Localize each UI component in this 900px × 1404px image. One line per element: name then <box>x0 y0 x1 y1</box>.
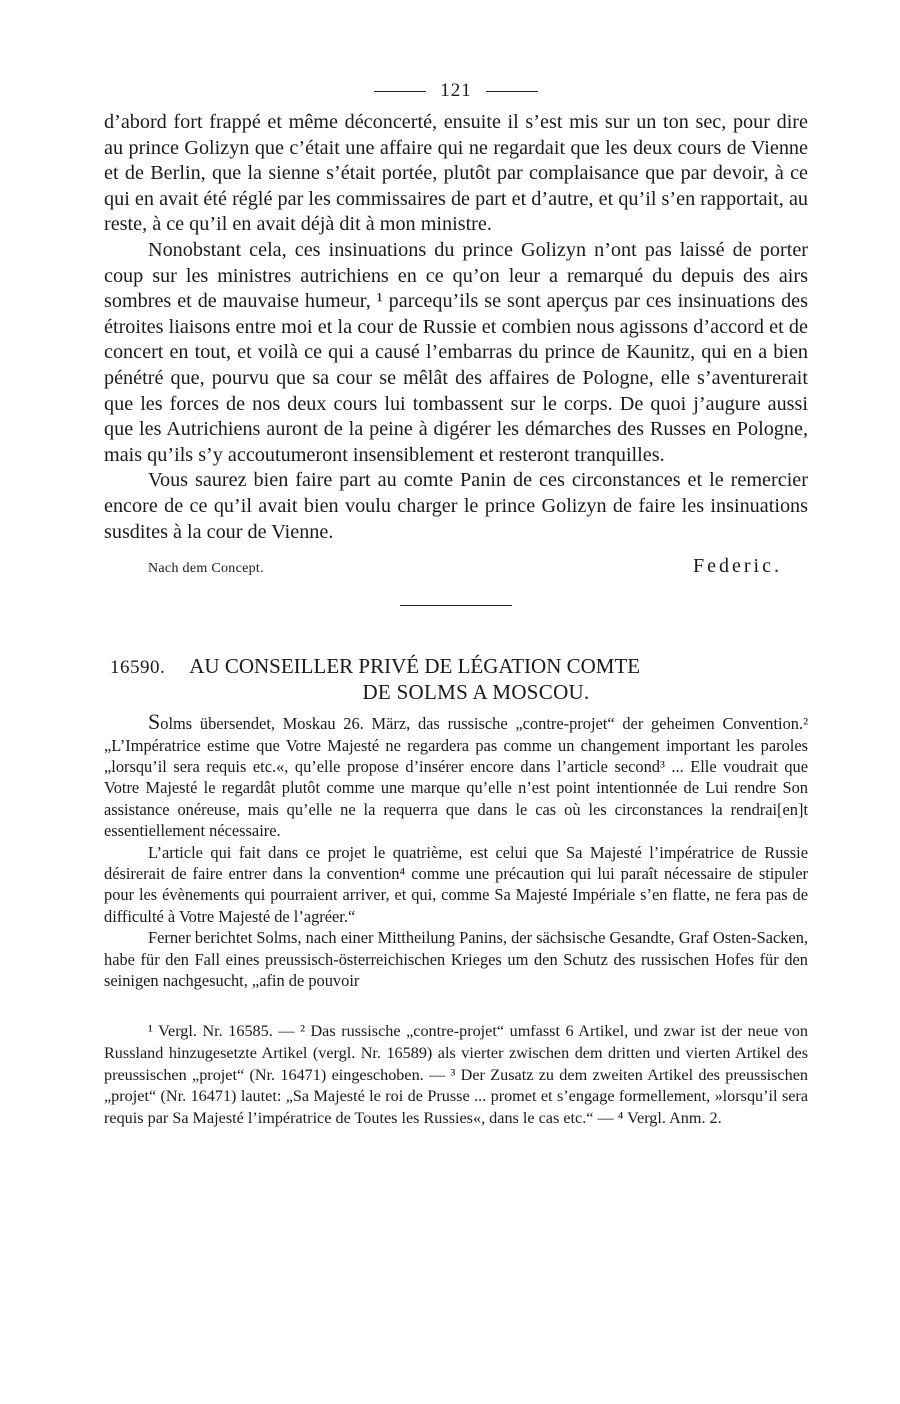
page-number: 121 <box>440 80 472 101</box>
header-rule-right <box>486 91 538 92</box>
document-title-line1: AU CONSEILLER PRIVÉ DE LÉGATION COMTE <box>189 654 641 679</box>
letter-paragraph: Vous saurez bien faire part au comte Panin de ces circonstances et le remercier encore de ce qu’il avait bien voulu charger le prince Golizyn de faire les insinuations susdites à la cour de Vienne. <box>104 469 808 543</box>
footnote-text: ¹ Vergl. Nr. 16585. — ² Das russische „contre-projet“ umfasst 6 Artikel, und zwar ist der neue von Russland hinzugesetzte Artikel (vergl. Nr. 16589) als vierter zwischen dem dritten und vierten Artikel des preussischen „projet“ (Nr. 16471) eingeschoben. — ³ Der Zusatz zu dem zweiten Artikel des preussischen „projet“ (Nr. 16471) lautet: „Sa Majesté le roi de Prusse ... promet et s’engage formellement, »lorsqu’il sera requis par Sa Majesté l’impératrice de Toutes les Russies«, dans le cas etc.“ — ⁴ Vergl. Anm. 2. <box>104 1022 808 1127</box>
initial-letter: S <box>148 709 161 735</box>
closing-row <box>104 549 808 583</box>
summary-paragraph: Solms übersendet, Moskau 26. März, das russische „contre-projet“ der geheimen Convention.² „L’Impératrice estime que Votre Majesté ne regardera pas comme un changement important les paroles „lorsqu’il sera requis etc.«, qu’elle propose d’insérer encore dans l’article second³ ... Elle voudrait que Votre Majesté le regardât plutôt comme une marque qu’elle n’est point intentionnée de Lui rendre Son assistance onéreuse, mais qu’elle ne la requerra que dans le cas où les circonstances la rendrai[en]t essentiellement nécessaire. <box>104 709 808 841</box>
book-page <box>104 80 808 1129</box>
summary-paragraph: L’article qui fait dans ce projet le quatrième, est celui que Sa Majesté l’impératrice de Russie désirerait de faire entrer dans la convention⁴ comme une précaution qui lui paraît nécessaire de stipuler pour les évènements qui pourraient arriver, et qui, comme Sa Majesté Impériale s’en flatte, ne fera pas de difficulté à Votre Majesté de l’agréer.“ <box>104 842 808 926</box>
document-heading <box>104 654 808 705</box>
letter-body <box>104 110 808 545</box>
document-number: 16590. <box>110 657 166 679</box>
summary-paragraph: Ferner berichtet Solms, nach einer Mittheilung Panins, der sächsische Gesandte, Graf Osten-Sacken, habe für den Fall eines preussisch-österreichischen Krieges um den Schutz des russischen Hofes für den seinigen nachgesucht, „afin de pouvoir <box>104 928 808 990</box>
signature: Federic. <box>693 555 782 578</box>
document-title-line2: DE SOLMS A MOSCOU. <box>362 680 590 705</box>
page-header <box>104 80 808 102</box>
letter-paragraph: d’abord fort frappé et même déconcerté, ensuite il s’est mis sur un ton sec, pour dire au prince Golizyn que c’était une affaire qui ne regardait que les deux cours de Vienne et de Berlin, que la sienne s’était portée, plutôt par complaisance que par devoir, à ce qui en avait été réglé par les commissaires de part et d’autre, et qu’il s’en rapportait, au reste, à ce qu’il en avait déjà dit à mon ministre. <box>104 111 808 236</box>
footnotes <box>104 1021 808 1129</box>
section-divider <box>400 605 512 606</box>
header-rule-left <box>374 91 426 92</box>
letter-paragraph: Nonobstant cela, ces insinuations du prince Golizyn n’ont pas laissé de porter coup sur les ministres autrichiens en ce qu’on leur a remarqué du depuis des airs sombres et de mauvaise humeur, ¹ parcequ’ils se sont aperçus par ces insinuations des étroites liaisons entre moi et la cour de Russie et combien nous agissons d’accord et de concert en tout, et voilà ce qui a causé l’embarras du prince de Kaunitz, qui en a bien pénétré que, pourvu que sa cour se mêlât des affaires de Pologne, elle s’aventurerait que les forces de nos deux cours lui tombassent sur le corps. De quoi j’augure aussi que les Autrichiens auront de la peine à digérer les démarches des Russes en Pologne, mais qu’ils s’y accoutumeront insensiblement et resteront tranquilles. <box>104 238 808 466</box>
source-note: Nach dem Concept. <box>148 561 264 577</box>
document-summary <box>104 711 808 991</box>
